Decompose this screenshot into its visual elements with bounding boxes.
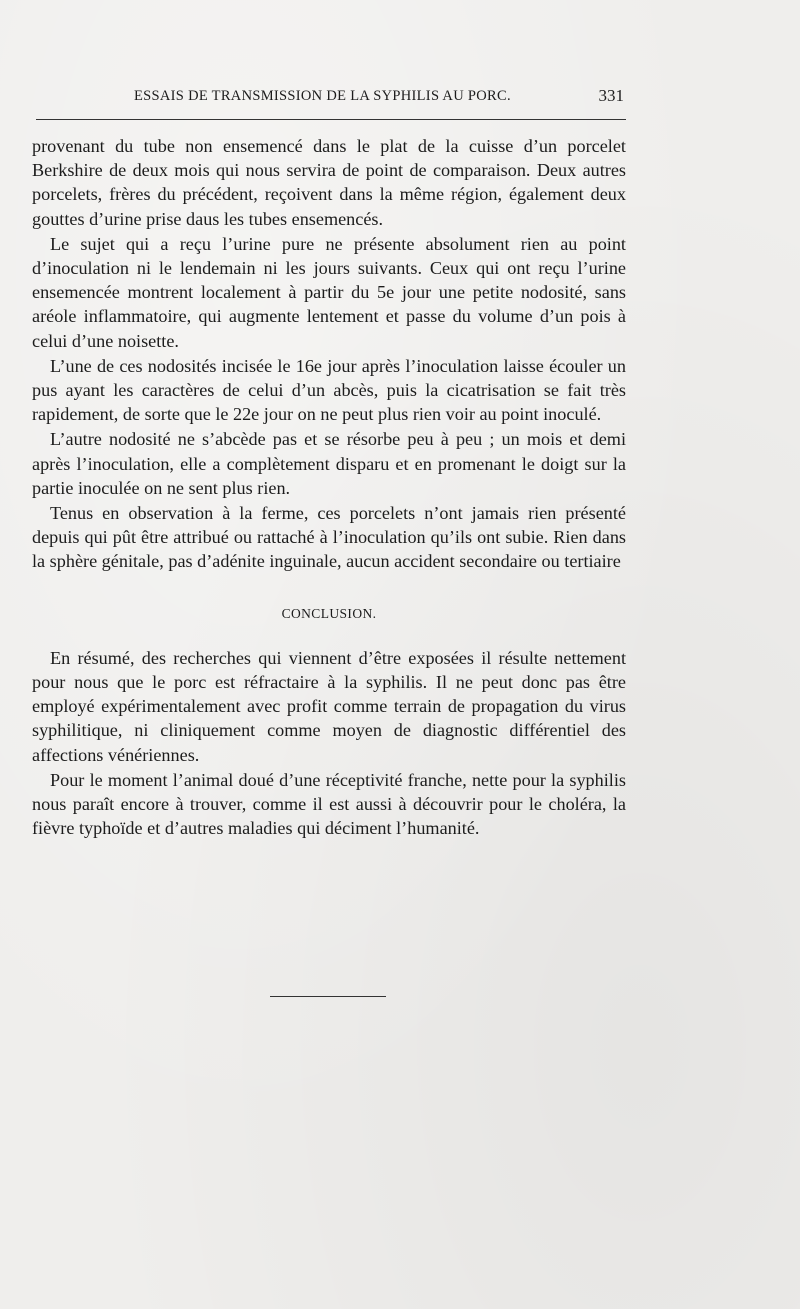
paragraph: Pour le moment l’animal doué d’une réceptivité franche, nette pour la syphilis nous paraît encore à trouver, comme il est aussi à découvrir pour le choléra, la fièvre typhoïde et d’autres maladies qui déciment l’humanité. xyxy=(32,769,626,839)
paragraph: L’une de ces nodosités incisée le 16e jour après l’inoculation laisse écouler un pus ayant les caractères de celui d’un abcès, puis la cicatrisation se fait très rapidement, de sorte que le 22e jour on ne peut plus rien voir au point inoculé. xyxy=(32,355,626,425)
paragraph: provenant du tube non ensemencé dans le plat de la cuisse d’un porcelet Berkshire de deux mois qui nous servira de point de comparaison. Deux autres porcelets, frères du précédent, reçoivent dans la même région, également deux gouttes d’urine prise daus les tubes ensemencés. xyxy=(32,136,626,229)
body-text xyxy=(32,134,626,841)
header-rule xyxy=(36,119,626,120)
paragraph: Le sujet qui a reçu l’urine pure ne présente absolument rien au point d’inoculation ni le lendemain ni les jours suivants. Ceux qui ont reçu l’urine ensemencée montrent localement à partir du 5e jour une petite nodosité, sans aréole inflammatoire, qui augmente lentement et passe du volume d’un pois à celui d’une noisette. xyxy=(32,233,626,351)
end-rule xyxy=(270,996,386,997)
page-header xyxy=(98,86,628,108)
page-number: 331 xyxy=(598,86,624,105)
paragraph: En résumé, des recherches qui viennent d’être exposées il résulte nettement pour nous que le porc est réfractaire à la syphilis. Il ne peut donc pas être employé expérimentalement avec profit comme terrain de propagation du virus syphilitique, ni cliniquement comme moyen de diagnostic différentiel des affections vénériennes. xyxy=(32,647,626,765)
conclusion-heading: CONCLUSION. xyxy=(281,605,377,621)
running-title: ESSAIS DE TRANSMISSION DE LA SYPHILIS AU PORC. xyxy=(134,88,511,104)
paragraph: Tenus en observation à la ferme, ces porcelets n’ont jamais rien présenté depuis qui pût être attribué ou rattaché à l’inoculation qu’ils ont subie. Rien dans la sphère génitale, pas d’adénite inguinale, aucun accident secondaire ou tertiaire xyxy=(32,503,626,572)
paragraph: L’autre nodosité ne s’abcède pas et se résorbe peu à peu ; un mois et demi après l’inoculation, elle a complètement disparu et en promenant le doigt sur la partie inoculée on ne sent plus rien. xyxy=(32,429,626,498)
